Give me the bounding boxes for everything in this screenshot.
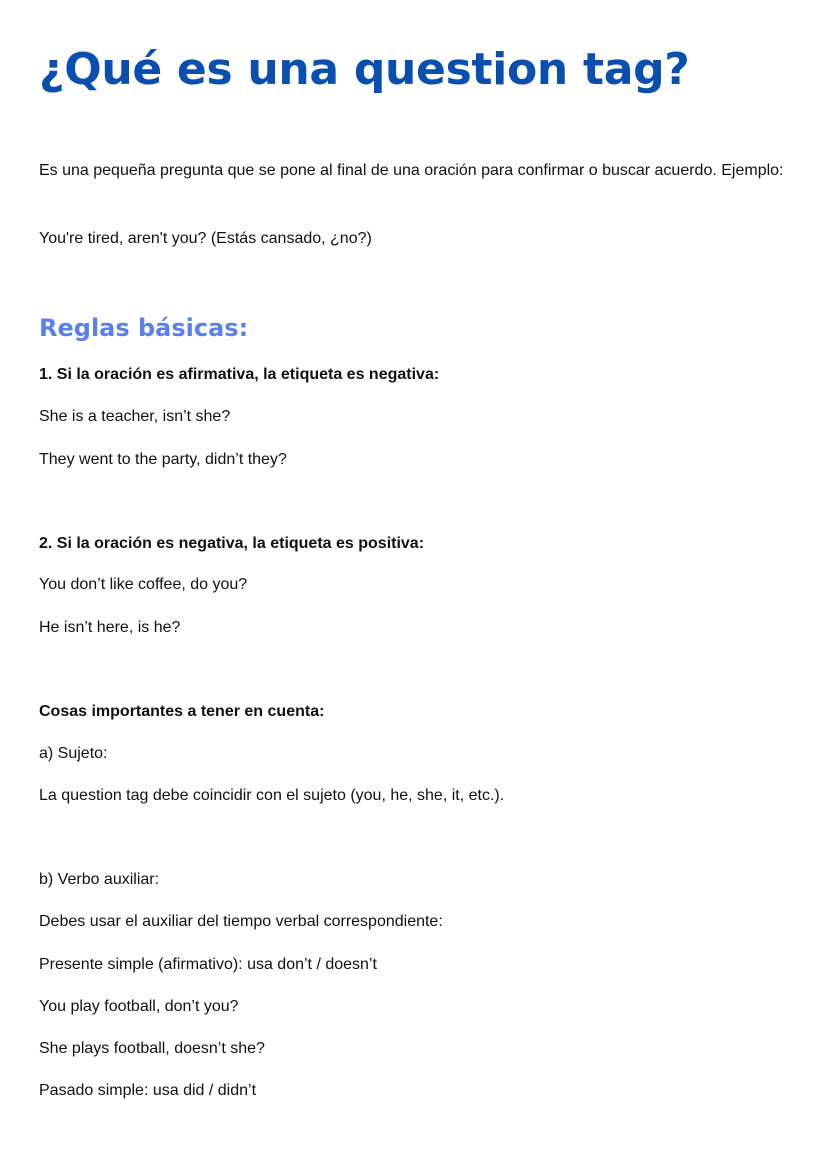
- subject-text: La question tag debe coincidir con el sujeto (you, he, she, it, etc.).: [39, 787, 505, 804]
- rule1-heading: 1. Si la oración es afirmativa, la etiqueta es negativa:: [39, 366, 440, 383]
- auxiliary-label: b) Verbo auxiliar:: [39, 871, 160, 888]
- auxiliary-text: Debes usar el auxiliar del tiempo verbal correspondiente:: [39, 913, 443, 930]
- intro-example: You're tired, aren't you? (Estás cansado, ¿no?): [39, 230, 372, 247]
- auxiliary-example: She plays football, doesn’t she?: [39, 1040, 265, 1057]
- notes-heading: Cosas importantes a tener en cuenta:: [39, 703, 325, 720]
- rule1-example: They went to the party, didn’t they?: [39, 451, 287, 468]
- rule1-example: She is a teacher, isn’t she?: [39, 408, 231, 425]
- rule2-heading: 2. Si la oración es negativa, la etiqueta es positiva:: [39, 535, 425, 552]
- rule2-example: He isn’t here, is he?: [39, 619, 181, 636]
- subject-label: a) Sujeto:: [39, 745, 108, 762]
- intro-definition: Es una pequeña pregunta que se pone al final de una oración para confirmar o buscar acuerdo. Ejemplo:: [39, 162, 784, 179]
- rules-heading: Reglas básicas:: [39, 314, 249, 342]
- auxiliary-example: You play football, don’t you?: [39, 998, 239, 1015]
- page-title: ¿Qué es una question tag?: [39, 44, 690, 95]
- auxiliary-line: Pasado simple: usa did / didn’t: [39, 1082, 257, 1099]
- rule2-example: You don’t like coffee, do you?: [39, 576, 248, 593]
- auxiliary-line: Presente simple (afirmativo): usa don’t / doesn’t: [39, 956, 377, 973]
